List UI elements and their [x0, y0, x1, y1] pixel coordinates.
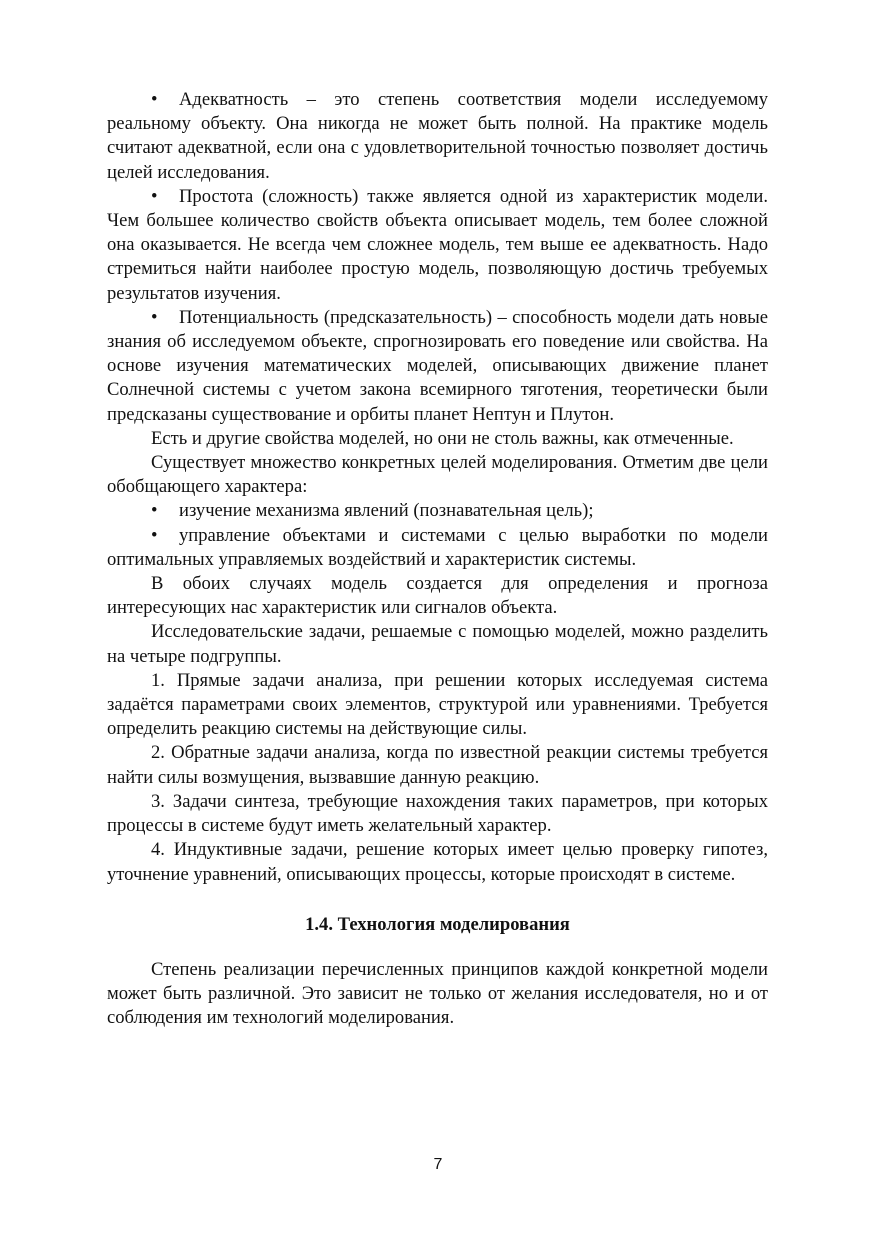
- paragraphs-after: [107, 958, 768, 1031]
- list-item-synthesis: 3. Задачи синтеза, требующие нахождения таких параметров, при которых процессы в системе будут иметь желательный характер.: [107, 790, 768, 837]
- bullet-marker: [151, 307, 179, 328]
- bullet-marker: [151, 186, 179, 207]
- list-item-control-goal: • управление объектами и системами с целью выработки по модели оптимальных управляемых воздействий и характеристик системы.: [107, 524, 768, 572]
- bullet-marker: [151, 500, 179, 521]
- list-item-cognitive-goal: • изучение механизма явлений (познавательная цель);: [107, 499, 768, 523]
- list-item-inverse-analysis: 2. Обратные задачи анализа, когда по известной реакции системы требуется найти силы возмущения, вызвавшие данную реакцию.: [107, 742, 768, 788]
- paragraph-other-properties: Есть и другие свойства моделей, но они не столь важны, как отмеченные.: [151, 427, 734, 449]
- bullet-marker: [151, 525, 179, 546]
- list-item-direct-analysis: 1. Прямые задачи анализа, при решении которых исследуемая система задаётся параметрами своих элементов, структурой или уравнениями. Требуется определить реакцию системы на действующие силы.: [107, 669, 768, 740]
- list-item-inductive: 4. Индуктивные задачи, решение которых имеет целью проверку гипотез, уточнение уравнений, описывающих процессы, которые происходят в системе.: [107, 839, 768, 885]
- page-body: [107, 88, 768, 1030]
- bullet-marker: [151, 89, 179, 110]
- page-number: 7: [433, 1156, 443, 1173]
- paragraphs-before: [107, 88, 768, 887]
- paragraph-modeling-goals: Существует множество конкретных целей моделирования. Отметим две цели обобщающего характера:: [107, 452, 768, 498]
- section-heading: 1.4. Технология моделирования: [305, 913, 570, 935]
- paragraph-adequacy: • Адекватность – это степень соответствия модели исследуемому реальному объекту. Она никогда не может быть полной. На практике модель считают адекватной, если она с удовлетворительной точностью позволяет достичь целей исследования.: [107, 88, 768, 185]
- paragraph-implementation-degree: Степень реализации перечисленных принципов каждой конкретной модели может быть различной. Это зависит не только от желания исследователя, но и от соблюдения им технологий моделирования.: [107, 958, 768, 1029]
- paragraph-simplicity: • Простота (сложность) также является одной из характеристик модели. Чем большее количество свойств объекта описывает модель, тем более сложной она оказывается. Не всегда чем сложнее модель, тем выше ее адекватность. Надо стремиться найти наиболее простую модель, позволяющую достичь требуемых результатов изучения.: [107, 185, 768, 306]
- paragraph-potentiality: • Потенциальность (предсказательность) – способность модели дать новые знания об исследуемом объекте, спрогнозировать его поведение или свойства. На основе изучения математических моделей, описывающих движение планет Солнечной системы с учетом закона всемирного тяготения, теоретически были предсказаны существование и орбиты планет Нептун и Плутон.: [107, 306, 768, 427]
- paragraph-research-tasks: Исследовательские задачи, решаемые с помощью моделей, можно разделить на четыре подгруппы.: [107, 621, 768, 667]
- paragraph-both-cases: В обоих случаях модель создается для определения и прогноза интересующих нас характеристик или сигналов объекта.: [107, 573, 768, 619]
